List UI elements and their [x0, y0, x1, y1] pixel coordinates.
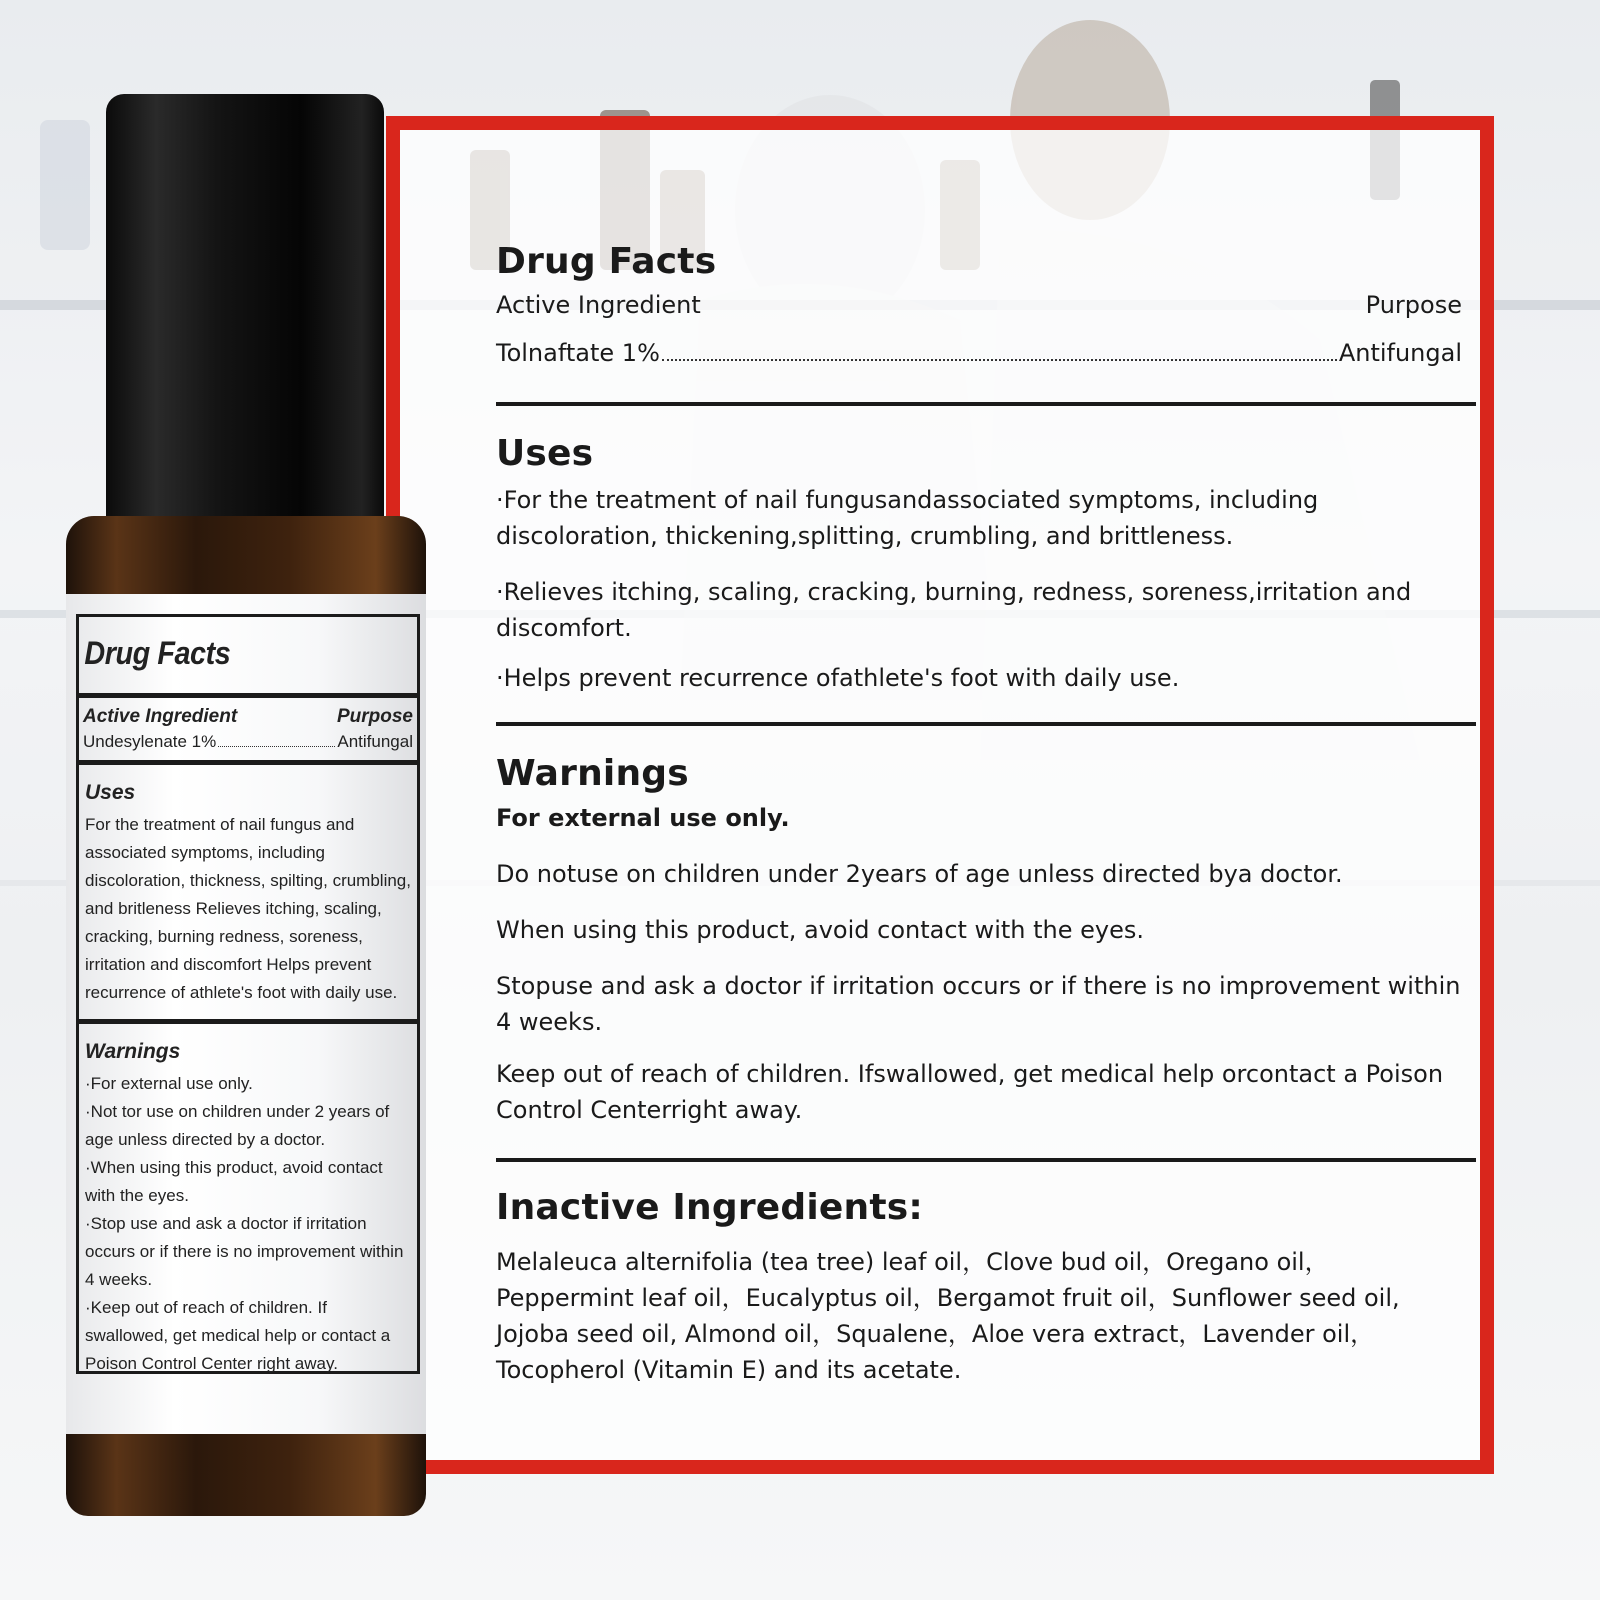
- warnings-item: Stopuse and ask a doctor if irritation occurs or if there is no improvement within 4 weeks.: [496, 972, 1461, 1036]
- warnings-item: Do notuse on children under 2years of age unless directed bya doctor.: [496, 860, 1343, 888]
- bottle-label-warning-item: ·When using this product, avoid contact with the eyes.: [85, 1158, 383, 1205]
- bottle-label-warning-item: ·Stop use and ask a doctor if irritation occurs or if there is no improvement within 4 weeks.: [85, 1214, 404, 1289]
- drug-facts-panel: [386, 116, 1494, 1474]
- section-divider: [496, 402, 1476, 406]
- ingredient-row: [496, 338, 1462, 368]
- bottle-label-header-row: [79, 698, 417, 728]
- active-ingredient-label: Active Ingredient: [496, 291, 701, 319]
- bottle-label-uses-heading: Uses: [85, 781, 136, 804]
- bottle-label: [66, 594, 426, 1434]
- bottle-label-dot-leader: [218, 746, 335, 747]
- section-divider: [496, 722, 1476, 726]
- warnings-lead: For external use only.: [496, 804, 790, 832]
- product-bottle: [60, 90, 432, 1520]
- bottle-label-title: Drug Facts: [84, 635, 231, 671]
- uses-item: ·Relieves itching, scaling, cracking, burning, redness, soreness,irritation and discomfort.: [496, 578, 1412, 642]
- bottle-label-warnings-heading: Warnings: [85, 1040, 181, 1063]
- uses-item: ·Helps prevent recurrence ofathlete's foot with daily use.: [496, 664, 1180, 692]
- bottle-label-warning-item: ·Not tor use on children under 2 years of age unless directed by a doctor.: [85, 1102, 390, 1149]
- drug-facts-title: Drug Facts: [496, 241, 717, 282]
- ingredient-name: Tolnaftate 1%: [496, 339, 660, 367]
- drug-facts-content: [496, 240, 1462, 1388]
- bottle-label-facts-box: [76, 614, 420, 1374]
- bottle-label-ingredient-row: [79, 728, 417, 760]
- purpose-label: Purpose: [1365, 291, 1462, 319]
- uses-item: ·For the treatment of nail fungusandassociated symptoms, including discoloration, thickening,splitting, crumbling, and brittleness.: [496, 486, 1319, 550]
- bottle-label-warning-item: ·Keep out of reach of children. If swallowed, get medical help or contact a Poison Control Center right away.: [85, 1298, 391, 1373]
- bottle-label-ingredient-name: Undesylenate 1%: [83, 732, 217, 751]
- inactive-ingredients-text: Melaleuca alternifolia (tea tree) leaf oil，Clove bud oil，Oregano oil，Peppermint leaf oil，Eucalyptus oil，Bergamot fruit oil，Sunflower seed oil, Jojoba seed oil, Almond oil，Squalene，Aloe vera extract，Lavender oil，Tocopherol (Vitamin E) and its acetate.: [496, 1248, 1400, 1384]
- bottle-label-purpose: Purpose: [336, 706, 413, 727]
- bottle-cap: [106, 94, 384, 524]
- section-divider: [496, 1158, 1476, 1162]
- warnings-heading: Warnings: [496, 753, 689, 794]
- inactive-ingredients-heading: Inactive Ingredients:: [496, 1187, 923, 1228]
- bottle-label-uses-text: For the treatment of nail fungus and associated symptoms, including discoloration, thickness, spilting, crumbling, and britleness Relieves itching, scaling, cracking, burning redness, soreness, irritation and discomfort Helps prevent recurrence of athlete's foot with daily use.: [85, 815, 411, 1002]
- bottle-label-active-ingredient: Active Ingredient: [83, 706, 238, 727]
- warnings-item: When using this product, avoid contact with the eyes.: [496, 916, 1144, 944]
- warnings-item: Keep out of reach of children. Ifswallowed, get medical help orcontact a Poison Control Centerright away.: [496, 1060, 1444, 1124]
- dot-leader: [662, 359, 1337, 361]
- bottle-label-ingredient-purpose: Antifungal: [337, 732, 413, 751]
- bottle-label-warning-item: ·For external use only.: [85, 1074, 253, 1093]
- active-ingredient-header-row: [496, 290, 1462, 320]
- ingredient-purpose: Antifungal: [1338, 339, 1462, 367]
- uses-heading: Uses: [496, 433, 594, 474]
